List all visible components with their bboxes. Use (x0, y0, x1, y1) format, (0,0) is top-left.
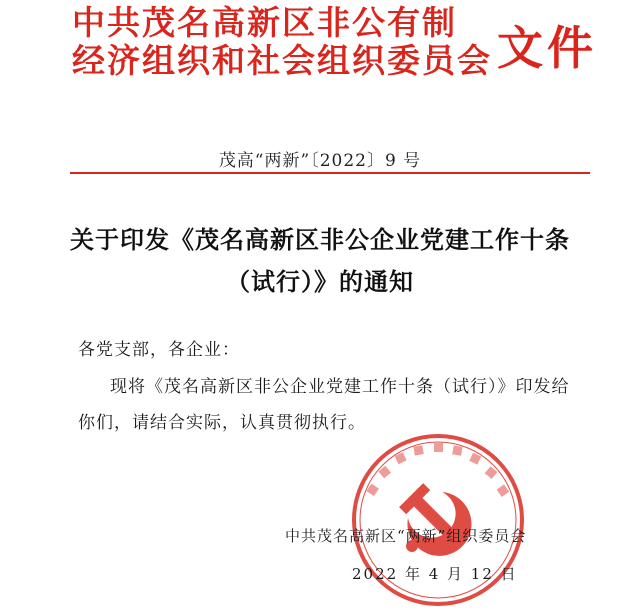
issuer-name-line1: 中共茂名高新区非公有制 (72, 3, 457, 42)
red-divider-line (70, 172, 590, 174)
body-paragraph-line2: 你们，请结合实际，认真贯彻执行。 (78, 413, 366, 433)
body-paragraph-line1: 现将《茂名高新区非公企业党建工作十条（试行）》印发给 (110, 377, 570, 397)
document-header (0, 0, 640, 90)
document-number: 茂高“两新”〔2022〕9 号 (218, 151, 422, 171)
document-type-label: 文件 (497, 21, 597, 75)
notice-title-line2: （试行）》的通知 (226, 267, 414, 296)
signature-date: 2022 年 4 月 12 日 (352, 565, 518, 583)
salutation: 各党支部，各企业： (78, 340, 240, 360)
issuer-name-line2: 经济组织和社会组织委员会 (72, 41, 492, 80)
notice-title-line1: 关于印发《茂名高新区非公企业党建工作十条 (70, 225, 570, 254)
signature-organization: 中共茂名高新区“两新”组织委员会 (285, 527, 527, 545)
